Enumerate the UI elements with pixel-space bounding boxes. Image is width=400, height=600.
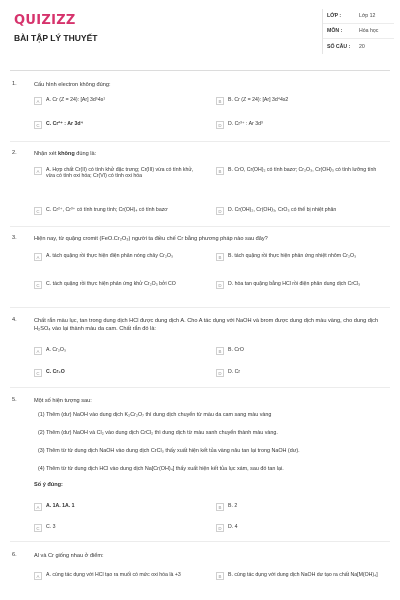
option-text: B. Cr (Z = 24): [Ar] 3d⁴4s2 [228, 97, 289, 103]
question-text: Cấu hình electron không đúng: [34, 82, 111, 88]
option-text: D. Cr(OH)₂, Cr(OH)₃, CrO₃ có thể bị nhiệt phân [228, 207, 337, 213]
option-a[interactable] [34, 572, 206, 580]
option-c[interactable] [34, 281, 206, 289]
option-text: D. Cr [228, 369, 241, 375]
question-number: 6. [12, 552, 17, 558]
option-a[interactable] [34, 167, 206, 180]
meta-key: SỐ CÂU : [327, 43, 351, 50]
option-b[interactable] [216, 167, 388, 175]
statement-4: (4) Thêm từ từ dung dịch HCl vào dung dịch Na[Cr(OH)₄] thấy xuất hiện kết tủa lục xám, sau đó tan lại. [38, 466, 284, 472]
meta-row-subject [323, 24, 394, 39]
quizizz-logo: QUIZIZZ [14, 13, 76, 28]
option-d[interactable] [216, 369, 388, 377]
question-divider [10, 226, 390, 227]
option-text: A. tách quặng rồi thực hiện điện phân nóng chảy Cr₂O₃ [46, 253, 173, 259]
option-letter-box: C [34, 207, 42, 215]
question-text: Chất rắn màu lục, tan trong dung dịch HCl được dung dịch A. Cho A tác dụng với NaOH và brom được dung dịch màu vàng, cho dung dịch H₂SO₄ vào lại thành màu da cam. Chất rắn đó là: [34, 318, 379, 332]
option-letter-box: C [34, 121, 42, 129]
question-number: 3. [12, 235, 17, 241]
option-text: D. hòa tan quặng bằng HCl rồi điện phân dung dịch CrCl₃ [228, 281, 361, 287]
option-a[interactable] [34, 347, 206, 355]
option-b[interactable] [216, 253, 388, 261]
option-letter-box: A [34, 503, 42, 511]
option-a[interactable] [34, 253, 206, 261]
option-letter-box: D [216, 281, 224, 289]
question-number: 4. [12, 317, 17, 323]
meta-value: Hóa học [359, 28, 379, 34]
option-letter-box: A [34, 347, 42, 355]
option-d[interactable] [216, 121, 386, 129]
option-text: B. cùng tác dụng với dung dịch NaOH dư tạo ra chất Na[M(OH)₄] [228, 572, 378, 578]
option-letter-box: B [216, 347, 224, 355]
option-c[interactable] [34, 524, 206, 532]
option-letter-box: B [216, 167, 224, 175]
option-letter-box: A [34, 253, 42, 261]
option-letter-box: B [216, 503, 224, 511]
option-text: A. cùng tác dụng với HCl tạo ra muối có mức oxi hóa là +3 [46, 572, 181, 578]
option-letter-box: A [34, 97, 42, 105]
meta-row-question-count [323, 39, 394, 54]
meta-value: 20 [359, 43, 365, 50]
option-text: A. Cr (Z = 24): [Ar] 3d⁵4s¹ [46, 97, 106, 103]
worksheet-header [0, 0, 400, 70]
option-letter-box: C [34, 281, 42, 289]
question-text: Hiện nay, từ quặng cromit (FeO.Cr₂O₃) người ta điều chế Cr bằng phương pháp nào sau đây? [34, 236, 268, 242]
option-c[interactable] [34, 207, 214, 215]
option-d[interactable] [216, 207, 388, 215]
question-text: Một số hiện tượng sau: [34, 398, 92, 404]
option-b[interactable] [216, 572, 388, 580]
question-number: 1. [12, 81, 17, 87]
option-d[interactable] [216, 281, 388, 289]
meta-key: MÔN : [327, 28, 343, 34]
option-text: C. Cr²⁺, Cr³⁺ có tính trung tính; Cr(OH)₄ có tính bazơ [46, 207, 168, 213]
meta-row-class [323, 9, 394, 24]
option-text: A. Cr₂O₃ [46, 347, 66, 353]
statement-1: (1) Thêm (dư) NaOH vào dung dịch K₂Cr₂O₇ thì dung dịch chuyển từ màu da cam sang màu vàng [38, 412, 272, 418]
option-b[interactable] [216, 347, 388, 355]
option-text: C. tách quặng rồi thực hiện phản ứng khử Cr₂O₃ bởi CO [46, 281, 176, 287]
meta-key: LỚP : [327, 13, 342, 19]
option-letter-box: A [34, 572, 42, 580]
option-text: A. Hợp chất Cr(II) có tính khử đặc trưng; Cr(III) vừa có tính khử, vừa có tính oxi hóa; Cr(VI) có tính oxi hóa [46, 167, 194, 180]
question-divider [10, 541, 390, 542]
option-letter-box: C [34, 369, 42, 377]
meta-table [322, 9, 394, 54]
option-letter-box: D [216, 369, 224, 377]
meta-value: Lớp 12 [359, 13, 376, 19]
statement-2: (2) Thêm (dư) NaOH và Cl₂ vào dung dịch CrCl₂ thì dung dịch từ màu xanh chuyển thành màu vàng. [38, 430, 278, 436]
option-a[interactable] [34, 97, 204, 105]
question-divider [10, 141, 390, 142]
option-letter-box: D [216, 207, 224, 215]
question-divider [10, 387, 390, 388]
option-letter-box: B [216, 572, 224, 580]
option-text: B. tách quặng rồi thực hiện phản ứng nhiệt nhôm Cr₂O₃ [228, 253, 357, 259]
option-a[interactable] [34, 503, 206, 511]
header-divider [10, 70, 390, 71]
page-title: BÀI TẬP LÝ THUYẾT [14, 33, 98, 43]
option-d[interactable] [216, 524, 388, 532]
option-text: B. CrO [228, 347, 244, 353]
option-text: C. Cr₂O [46, 369, 65, 375]
sub-heading: Số ý đúng: [34, 482, 63, 488]
option-b[interactable] [216, 97, 386, 105]
option-text: D. 4 [228, 524, 238, 530]
option-text: B. 2 [228, 503, 238, 509]
option-letter-box: D [216, 524, 224, 532]
option-c[interactable] [34, 369, 206, 377]
question-divider [10, 307, 390, 308]
option-text: C. 3 [46, 524, 56, 530]
statement-3: (3) Thêm từ từ dung dịch NaOH vào dung dịch CrCl₃ thấy xuất hiện kết tủa vàng nâu tan lại trong NaOH (dư). [38, 448, 300, 454]
option-text: D. Cr³⁺ : Ar 3d³ [228, 121, 263, 127]
option-b[interactable] [216, 503, 388, 511]
question-text: Al và Cr giống nhau ở điểm: [34, 553, 104, 559]
option-letter-box: A [34, 167, 42, 175]
question-number: 2. [12, 150, 17, 156]
option-text: B. CrO, Cr(OH)₂ có tính bazơ; Cr₂O₃, Cr(OH)₃ có tính lưỡng tính [228, 167, 377, 173]
option-letter-box: C [34, 524, 42, 532]
option-letter-box: B [216, 253, 224, 261]
question-text: Nhận xét không đúng là: [34, 151, 97, 157]
option-letter-box: B [216, 97, 224, 105]
question-number: 5. [12, 397, 17, 403]
option-letter-box: D [216, 121, 224, 129]
option-c[interactable] [34, 121, 204, 129]
option-text: A. 1A. 1A. 1 [46, 503, 75, 509]
option-text: C. Cr²⁺ : Ar 3d⁴ [46, 121, 84, 127]
